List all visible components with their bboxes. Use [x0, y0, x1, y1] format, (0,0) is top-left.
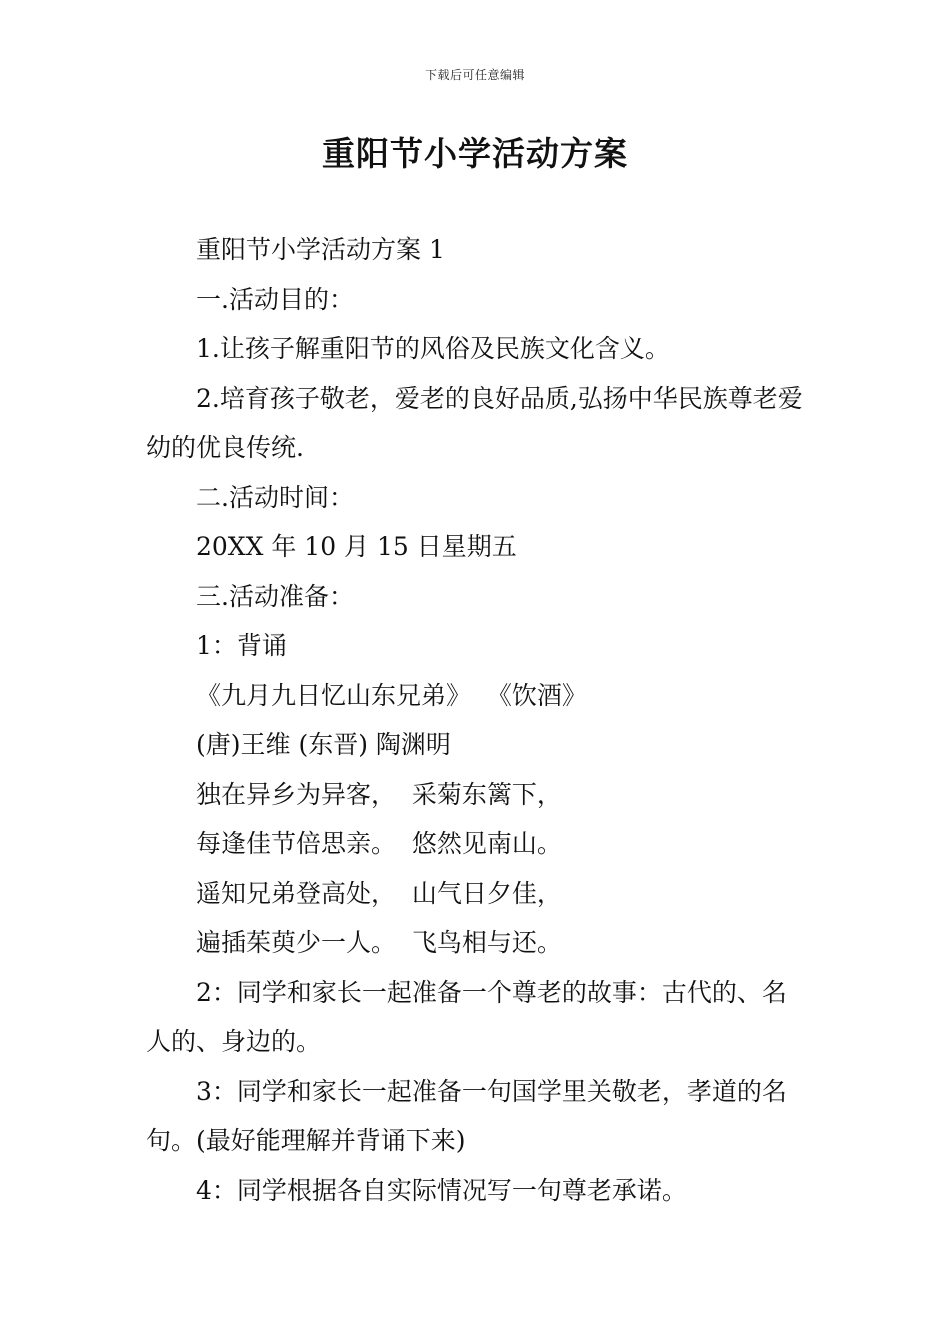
paragraph-heading-time: 二.活动时间： [196, 482, 354, 512]
paragraph-heading-purpose: 一.活动目的： [196, 284, 354, 314]
paragraph-prep-3: 3：同学和家长一起准备一句国学里关敬老，孝道的名句。(最好能理解并背诵下来) [146, 1076, 787, 1155]
document-title: 重阳节小学活动方案 [322, 134, 628, 173]
paragraph-prep-2: 2：同学和家长一起准备一个尊老的故事：古代的、名人的、身边的。 [146, 977, 787, 1056]
poem-line: 独在异乡为异客， 采菊东篱下， [196, 779, 562, 809]
paragraph-purpose-1: 1.让孩子解重阳节的风俗及民族文化含义。 [196, 334, 670, 363]
poem-authors: (唐)王维 (东晋) 陶渊明 [196, 730, 451, 759]
poem-titles: 《九月九日忆山东兄弟》 《饮酒》 [196, 680, 587, 710]
poem-line: 每逢佳节倍思亲。 悠然见南山。 [196, 829, 562, 858]
paragraph-heading-preparation: 三.活动准备： [196, 581, 354, 611]
paragraph-purpose-2: 2.培育孩子敬老，爱老的良好品质,弘扬中华民族尊老爱幼的优良传统. [146, 383, 803, 462]
poem-line: 遍插茱萸少一人。 飞鸟相与还。 [196, 928, 562, 957]
paragraph-date: 20XX 年 10 月 15 日星期五 [196, 532, 517, 561]
paragraph-section-title: 重阳节小学活动方案 1 [196, 235, 445, 264]
paragraph-prep-1: 1：背诵 [196, 631, 287, 660]
header-note: 下载后可任意编辑 [424, 68, 525, 82]
paragraph-prep-4: 4：同学根据各自实际情况写一句尊老承诺。 [196, 1175, 687, 1205]
poem-line: 遥知兄弟登高处， 山气日夕佳， [196, 878, 562, 908]
document-body [146, 225, 811, 1215]
